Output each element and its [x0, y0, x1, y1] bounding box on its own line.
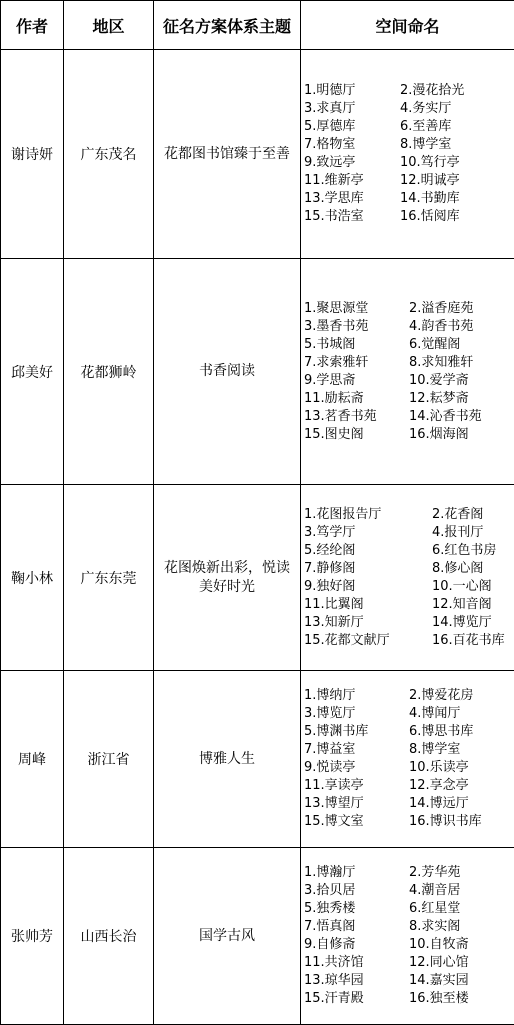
space-name-line [301, 372, 514, 390]
space-name-even: 10.爱学斋 [409, 372, 469, 388]
region-cell: 山西长治 [64, 848, 154, 1025]
region-cell: 浙江省 [64, 671, 154, 848]
header-theme: 征名方案体系主题 [154, 1, 301, 50]
space-name-even: 14.沁香书苑 [409, 408, 482, 424]
space-name-odd: 5.博渊书库 [304, 724, 369, 739]
space-name-even: 12.享念亭 [409, 778, 469, 793]
space-name-odd: 1.博纳厅 [304, 688, 356, 703]
space-name-even: 8.求知雅轩 [409, 354, 474, 370]
space-names-cell [301, 848, 514, 1025]
table-row [1, 485, 514, 671]
space-name-odd: 3.博览厅 [304, 706, 356, 721]
space-name-line [301, 900, 514, 918]
theme-cell [154, 848, 301, 1025]
space-name-line [301, 596, 514, 614]
theme-text: 花都图书馆臻于至善 [164, 145, 290, 162]
theme-cell [154, 259, 301, 485]
space-name-even: 4.潮音居 [409, 883, 461, 898]
space-name-even: 6.至善库 [400, 119, 452, 134]
space-names-cell [301, 50, 514, 259]
space-name-odd: 15.汗青殿 [304, 991, 364, 1006]
space-name-line [301, 990, 514, 1008]
space-name-line [301, 172, 514, 190]
space-name-line [301, 190, 514, 208]
space-name-odd: 15.花都文献厅 [304, 632, 390, 648]
table-row [1, 848, 514, 1025]
space-name-odd: 11.比翼阁 [304, 596, 364, 612]
space-name-even: 6.红星堂 [409, 901, 461, 916]
space-name-line [301, 864, 514, 882]
author-cell: 邱美好 [1, 259, 64, 485]
space-name-line [301, 524, 514, 542]
space-name-line [301, 318, 514, 336]
table-row [1, 671, 514, 848]
header-author: 作者 [1, 1, 64, 50]
space-name-even: 2.溢香庭苑 [409, 300, 474, 316]
space-name-even: 8.修心阁 [432, 560, 484, 576]
space-name-odd: 3.求真厅 [304, 101, 356, 116]
space-names-cell [301, 671, 514, 848]
space-name-line [301, 723, 514, 741]
region-cell: 花都狮岭 [64, 259, 154, 485]
region-cell: 广东茂名 [64, 50, 154, 259]
space-name-even: 6.觉醒阁 [409, 336, 461, 352]
space-name-odd: 5.经纶阁 [304, 542, 356, 558]
header-space-names: 空间命名 [301, 1, 514, 50]
space-name-line [301, 972, 514, 990]
space-name-even: 10.笃行亭 [400, 155, 460, 170]
space-name-line [301, 542, 514, 560]
theme-text: 博雅人生 [199, 750, 255, 767]
space-name-line [301, 632, 514, 650]
author-cell: 鞠小林 [1, 485, 64, 671]
author-cell: 周峰 [1, 671, 64, 848]
author-cell: 张帅芳 [1, 848, 64, 1025]
space-name-odd: 1.博瀚厅 [304, 865, 356, 880]
space-name-even: 4.韵香书苑 [409, 318, 474, 334]
space-name-even: 16.烟海阁 [409, 426, 469, 442]
space-name-odd: 13.琼华园 [304, 973, 364, 988]
space-name-line [301, 578, 514, 596]
theme-cell [154, 671, 301, 848]
space-names-cell [301, 485, 514, 671]
space-name-even: 8.博学室 [400, 137, 452, 152]
space-name-even: 8.博学室 [409, 742, 461, 757]
space-name-line [301, 813, 514, 831]
theme-text: 花图焕新出彩，悦读美好时光 [164, 559, 290, 595]
space-name-even: 14.博远厅 [409, 796, 469, 811]
space-name-even: 2.花香阁 [432, 506, 484, 522]
space-name-line [301, 136, 514, 154]
space-name-even: 16.恬阅库 [400, 209, 460, 224]
space-name-odd: 13.博望厅 [304, 796, 364, 811]
space-name-even: 14.书勤库 [400, 191, 460, 206]
space-name-even: 6.博思书库 [409, 724, 474, 739]
space-name-line [301, 954, 514, 972]
space-name-odd: 3.笃学厅 [304, 524, 356, 540]
space-name-odd: 3.拾贝居 [304, 883, 356, 898]
space-name-odd: 9.自修斋 [304, 937, 356, 952]
space-name-even: 4.博闻厅 [409, 706, 461, 721]
space-name-even: 4.报刊厅 [432, 524, 484, 540]
space-name-line [301, 390, 514, 408]
space-name-line [301, 354, 514, 372]
space-name-odd: 13.学思库 [304, 191, 364, 206]
space-name-odd: 9.学思斋 [304, 372, 356, 388]
header-row [1, 1, 514, 50]
theme-text: 书香阅读 [199, 363, 255, 379]
space-name-odd: 7.博益室 [304, 742, 356, 757]
theme-text: 国学古风 [199, 927, 255, 944]
space-name-even: 16.博识书库 [409, 814, 482, 829]
space-name-line [301, 918, 514, 936]
space-name-even: 16.百花书库 [432, 632, 505, 648]
header-region: 地区 [64, 1, 154, 50]
space-name-even: 10.自牧斋 [409, 937, 469, 952]
space-name-line [301, 741, 514, 759]
space-name-line [301, 687, 514, 705]
space-names-cell [301, 259, 514, 485]
space-name-line [301, 777, 514, 795]
space-name-even: 2.芳华苑 [409, 865, 461, 880]
space-name-line [301, 795, 514, 813]
space-name-line [301, 506, 514, 524]
space-name-even: 14.嘉实园 [409, 973, 469, 988]
space-name-odd: 5.书城阁 [304, 336, 356, 352]
space-name-even: 14.博览厅 [432, 614, 492, 630]
space-name-odd: 7.静修阁 [304, 560, 356, 576]
space-name-odd: 7.格物室 [304, 137, 356, 152]
space-name-odd: 1.聚思源堂 [304, 300, 369, 316]
space-name-odd: 1.花图报告厅 [304, 506, 382, 522]
space-name-odd: 15.博文室 [304, 814, 364, 829]
space-name-odd: 11.享读亭 [304, 778, 364, 793]
space-name-line [301, 208, 514, 226]
space-name-even: 10.一心阁 [432, 578, 492, 594]
space-name-line [301, 118, 514, 136]
space-name-odd: 15.图史阁 [304, 426, 364, 442]
space-name-odd: 7.求索雅轩 [304, 354, 369, 370]
space-name-line [301, 82, 514, 100]
space-name-odd: 5.独秀楼 [304, 901, 356, 916]
space-name-odd: 3.墨香书苑 [304, 318, 369, 334]
space-name-odd: 11.共济馆 [304, 955, 364, 970]
space-name-line [301, 408, 514, 426]
space-name-line [301, 300, 514, 318]
table-body [1, 50, 514, 1025]
space-name-odd: 11.维新亭 [304, 173, 364, 188]
space-name-even: 2.博爱花房 [409, 688, 474, 703]
space-name-even: 12.知音阁 [432, 596, 492, 612]
space-name-line [301, 882, 514, 900]
theme-cell [154, 485, 301, 671]
table-row [1, 50, 514, 259]
space-name-even: 12.耘梦斋 [409, 390, 469, 406]
space-name-odd: 11.励耘斋 [304, 390, 364, 406]
space-name-odd: 5.厚德库 [304, 119, 356, 134]
theme-cell [154, 50, 301, 259]
space-name-even: 4.务实厅 [400, 101, 452, 116]
space-name-line [301, 426, 514, 444]
space-name-even: 2.漫花拾光 [400, 83, 465, 98]
space-name-odd: 9.致远亭 [304, 155, 356, 170]
space-name-even: 12.明诚亭 [400, 173, 460, 188]
space-name-even: 16.独至楼 [409, 991, 469, 1006]
space-name-odd: 13.知新厅 [304, 614, 364, 630]
region-cell: 广东东莞 [64, 485, 154, 671]
space-name-odd: 7.悟真阁 [304, 919, 356, 934]
space-name-even: 8.求实阁 [409, 919, 461, 934]
space-name-line [301, 936, 514, 954]
space-name-odd: 1.明德厅 [304, 83, 356, 98]
space-name-odd: 9.悦读亭 [304, 760, 356, 775]
space-name-line [301, 100, 514, 118]
space-name-line [301, 614, 514, 632]
space-name-line [301, 336, 514, 354]
space-name-odd: 15.书浩室 [304, 209, 364, 224]
space-name-even: 6.红色书房 [432, 542, 497, 558]
space-name-line [301, 560, 514, 578]
space-name-even: 10.乐读亭 [409, 760, 469, 775]
space-name-line [301, 154, 514, 172]
author-cell: 谢诗妍 [1, 50, 64, 259]
space-name-even: 12.同心馆 [409, 955, 469, 970]
space-name-line [301, 705, 514, 723]
space-name-odd: 13.茗香书苑 [304, 408, 377, 424]
table-row [1, 259, 514, 485]
space-name-line [301, 759, 514, 777]
space-name-odd: 9.独好阁 [304, 578, 356, 594]
